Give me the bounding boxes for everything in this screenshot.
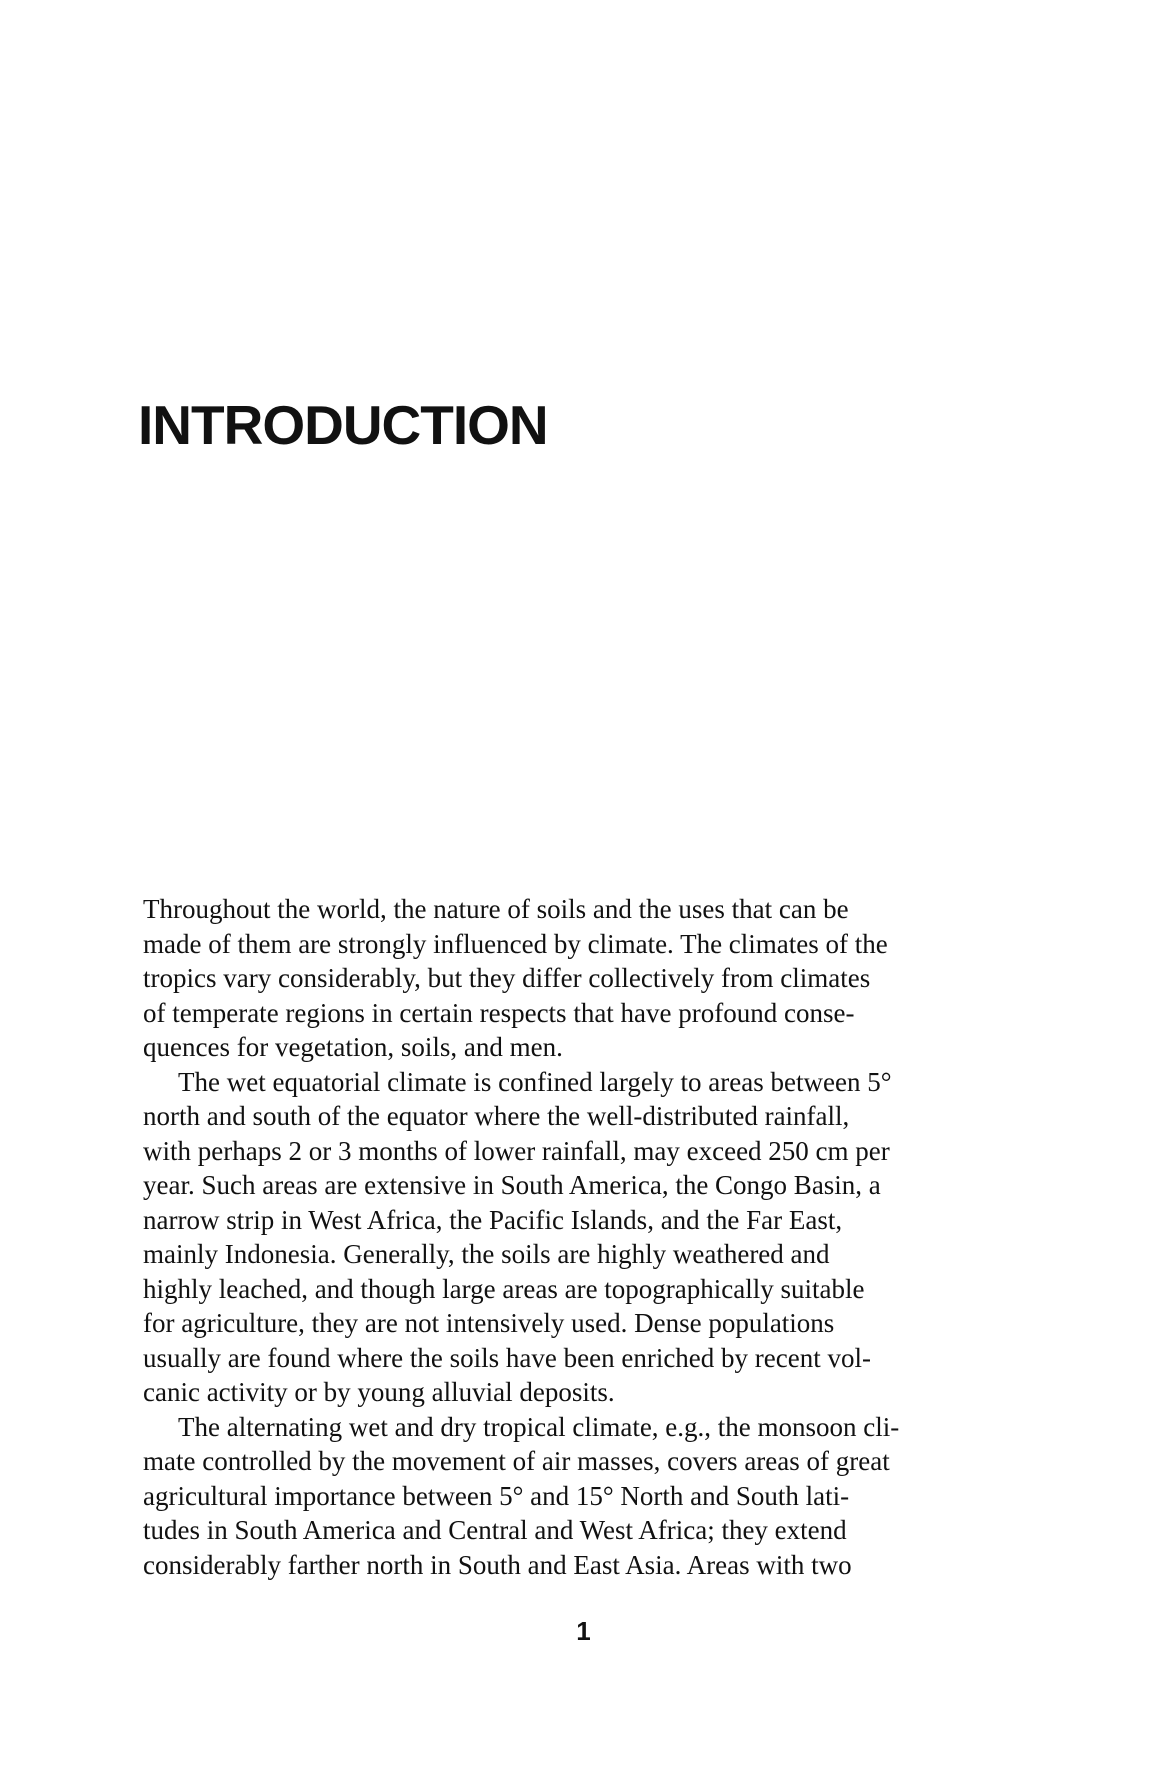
text-line: mate controlled by the movement of air masses, covers areas of great [143,1446,890,1476]
text-line: of temperate regions in certain respects that have profound conse- [143,997,855,1028]
text-line: narrow strip in West Africa, the Pacific Islands, and the Far East, [143,1204,843,1235]
text-line: year. Such areas are extensive in South America, the Congo Basin, a [143,1170,881,1200]
paragraph-1 [143,892,1013,1065]
text-line: The alternating wet and dry tropical climate, e.g., the monsoon cli- [178,1411,900,1442]
text-line: north and south of the equator where the well-distributed rainfall, [143,1101,850,1131]
text-line: quences for vegetation, soils, and men. [143,1032,563,1062]
paragraph-3 [143,1410,1013,1583]
text-line: made of them are strongly influenced by climate. The climates of the [143,928,888,959]
text-line: with perhaps 2 or 3 months of lower rainfall, may exceed 250 cm per [143,1135,890,1166]
text-line: canic activity or by young alluvial deposits. [143,1377,615,1407]
text-line: tropics vary considerably, but they differ collectively from climates [143,963,871,993]
text-line: for agriculture, they are not intensively used. Dense populations [143,1308,835,1338]
body-text [143,892,1013,1582]
text-line: Throughout the world, the nature of soils and the uses that can be [143,894,849,924]
text-line: tudes in South America and Central and West Africa; they extend [143,1515,847,1545]
paragraph-2 [143,1065,1013,1410]
text-line: mainly Indonesia. Generally, the soils are highly weathered and [143,1239,830,1269]
text-line: The wet equatorial climate is confined largely to areas between 5° [178,1066,892,1097]
text-line: usually are found where the soils have been enriched by recent vol- [143,1342,871,1373]
chapter-title: INTRODUCTION [138,394,548,456]
text-line: highly leached, and though large areas are topographically suitable [143,1273,865,1304]
text-line: considerably farther north in South and East Asia. Areas with two [143,1549,852,1580]
text-line: agricultural importance between 5° and 15° North and South lati- [143,1480,850,1511]
page-number: 1 [576,1616,591,1646]
